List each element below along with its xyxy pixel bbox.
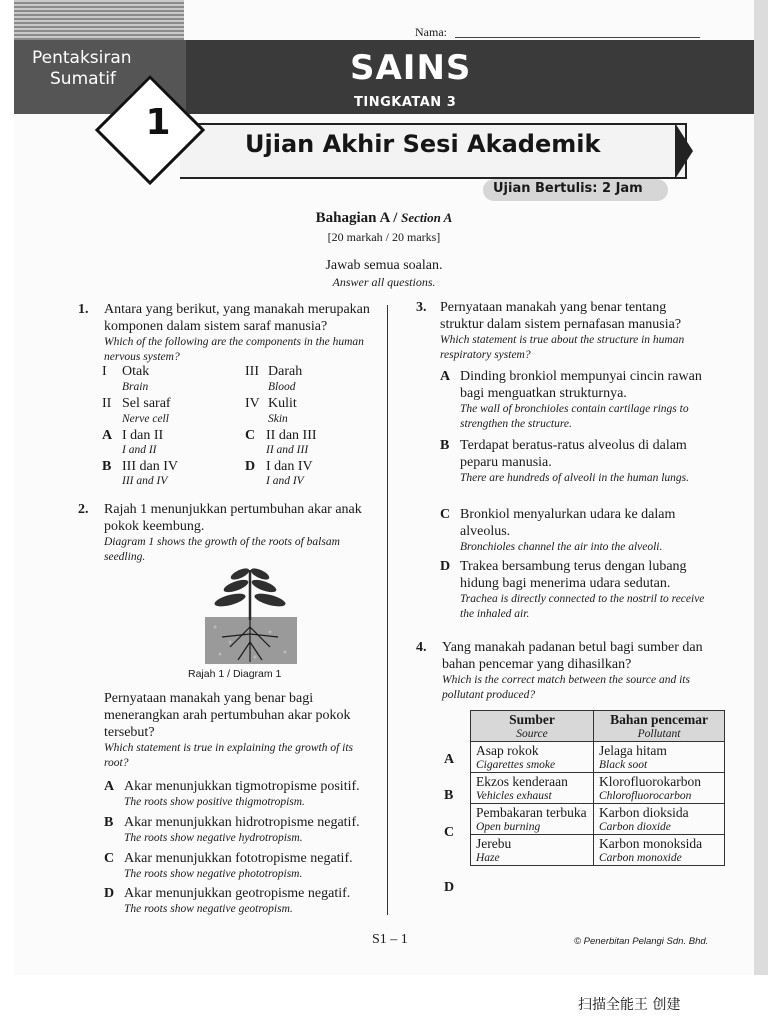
q4-row-letter: C xyxy=(444,825,455,840)
q2-question-ms: Pernyataan manakah yang benar bagi menerangkan arah pertumbuhan akar pokok tersebut? xyxy=(104,691,351,740)
header-pollutant-ms: Bahan pencemar xyxy=(610,712,708,727)
q1-item-ms: Kulit xyxy=(268,396,297,411)
pollutant-cell xyxy=(594,773,725,804)
subject-title: SAINS xyxy=(350,48,472,88)
table-row xyxy=(471,742,725,773)
q2-question-en: Which statement is true in explaining the growth of its root? xyxy=(104,742,354,769)
source-en: Cigarettes smoke xyxy=(476,759,556,771)
table-row xyxy=(471,835,725,866)
section-title-ms: Bahagian A xyxy=(315,210,390,226)
source-cell xyxy=(471,804,594,835)
pollutant-en: Chlorofluorocarbon xyxy=(599,790,692,802)
q4-row-letter: D xyxy=(444,880,455,895)
section-title-separator: / xyxy=(389,210,402,226)
q3-option xyxy=(460,506,714,555)
header-pollutant-en: Pollutant xyxy=(637,728,681,740)
seedling-roots-diagram xyxy=(200,562,300,666)
q1-option-en: II and III xyxy=(266,444,309,456)
q2-option-en: The roots show positive thigmotropism. xyxy=(124,796,305,808)
q2-option-ms: Akar menunjukkan geotropisme negatif. xyxy=(124,886,351,901)
pollutant-en: Black soot xyxy=(599,759,648,771)
exam-title: Ujian Akhir Sesi Akademik xyxy=(245,130,601,158)
pollutant-en: Carbon monoxide xyxy=(599,852,682,864)
title-bar-arrow xyxy=(675,123,693,179)
q3-option-ms: Dinding bronkiol mempunyai cincin rawan bagi menguatkan strukturnya. xyxy=(460,369,702,401)
q1-option-ms: II dan III xyxy=(266,428,317,443)
q2-option-letter: B xyxy=(104,815,114,830)
source-ms: Asap rokok xyxy=(476,743,539,758)
source-cell xyxy=(471,742,594,773)
q3-stem-en: Which statement is true about the structure in human respiratory system? xyxy=(440,334,685,361)
soil xyxy=(205,617,297,664)
q1-option-letter: A xyxy=(102,428,113,443)
q3-option-ms: Trakea bersambung terus dengan lubang hidung bagi menerima udara sedutan. xyxy=(460,559,687,591)
page-number: S1 – 1 xyxy=(372,932,408,947)
pollutant-ms: Karbon monoksida xyxy=(599,836,703,851)
q1-option-letter: C xyxy=(245,428,256,443)
section-marks: [20 markah / 20 marks] xyxy=(327,230,441,244)
q1-item-num: II xyxy=(102,396,112,411)
table-header-cell xyxy=(471,711,594,742)
source-ms: Pembakaran terbuka xyxy=(476,805,587,820)
section-title xyxy=(0,210,768,227)
q4-stem-en: Which is the correct match between the source and its pollutant produced? xyxy=(442,674,690,701)
q3-option-letter: D xyxy=(440,559,451,574)
q2-option-letter: C xyxy=(104,851,115,866)
q2-question xyxy=(104,690,376,771)
table-row xyxy=(471,773,725,804)
header-source-en: Source xyxy=(516,728,548,740)
source-ms: Jerebu xyxy=(476,836,512,851)
q1-item-en: Skin xyxy=(268,413,288,425)
source-ms: Ekzos kenderaan xyxy=(476,774,568,789)
q1-item-en: Blood xyxy=(268,381,296,393)
q1-stem xyxy=(104,301,380,365)
assessment-type-line1: Pentaksiran xyxy=(32,48,132,68)
q2-stem-en: Diagram 1 shows the growth of the roots of balsam seedling. xyxy=(104,536,340,563)
q2-option-letter: A xyxy=(104,779,115,794)
name-label: Nama: xyxy=(415,25,447,39)
q4-row-letter: A xyxy=(444,752,455,767)
pollutant-ms: Jelaga hitam xyxy=(599,743,667,758)
pollutant-ms: Klorofluorokarbon xyxy=(599,774,701,789)
q1-number: 1. xyxy=(78,302,89,317)
source-cell xyxy=(471,773,594,804)
q4-number: 4. xyxy=(416,640,427,655)
pollutant-ms: Karbon dioksida xyxy=(599,805,689,820)
q2-option-en: The roots show negative geotropism. xyxy=(124,903,293,915)
q3-number: 3. xyxy=(416,300,427,315)
q1-option-en: III and IV xyxy=(122,475,168,487)
q2-option-ms: Akar menunjukkan hidrotropisme negatif. xyxy=(124,815,360,830)
q1-item-ms: Otak xyxy=(122,364,150,379)
q2-option-ms: Akar menunjukkan fototropisme negatif. xyxy=(124,851,353,866)
q3-option-en: The wall of bronchioles contain cartilage rings to strengthen the structure. xyxy=(460,403,689,430)
q3-stem-ms: Pernyataan manakah yang benar tentang struktur dalam sistem pernafasan manusia? xyxy=(440,300,682,332)
q2-option-letter: D xyxy=(104,886,115,901)
q2-option-ms: Akar menunjukkan tigmotropisme positif. xyxy=(124,779,360,794)
pollutant-table xyxy=(470,710,725,866)
q1-item-en: Nerve cell xyxy=(122,413,169,425)
table-row xyxy=(471,804,725,835)
q1-item-num: I xyxy=(102,364,107,379)
q3-option-ms: Bronkiol menyalurkan udara ke dalam alveolus. xyxy=(460,507,676,539)
source-en: Open burning xyxy=(476,821,541,833)
q2-option-en: The roots show negative phototropism. xyxy=(124,868,303,880)
source-en: Haze xyxy=(476,852,500,864)
q2-stem xyxy=(104,501,376,565)
q1-item-en: Brain xyxy=(122,381,149,393)
pollutant-cell xyxy=(594,742,725,773)
q1-item-num: III xyxy=(245,364,259,379)
copyright: © Penerbitan Pelangi Sdn. Bhd. xyxy=(574,936,709,947)
q3-option xyxy=(460,437,714,486)
q1-item-num: IV xyxy=(245,396,260,411)
q1-stem-ms: Antara yang berikut, yang manakah merupakan komponen dalam sistem saraf manusia? xyxy=(104,302,370,334)
section-title-en: Section A xyxy=(401,210,453,225)
q1-option-letter: D xyxy=(245,459,256,474)
header-source-ms: Sumber xyxy=(509,712,555,727)
q1-option-letter: B xyxy=(102,459,112,474)
q3-option-en: There are hundreds of alveoli in the human lungs. xyxy=(460,472,690,484)
instruction: Jawab semua soalan. xyxy=(325,258,443,273)
column-divider xyxy=(387,305,388,915)
source-en: Vehicles exhaust xyxy=(476,790,552,802)
q3-option-letter: B xyxy=(440,438,450,453)
q3-option-ms: Terdapat beratus-ratus alveolus di dalam peparu manusia. xyxy=(460,438,687,470)
instruction-en: Answer all questions. xyxy=(332,275,436,289)
q2-number: 2. xyxy=(78,502,89,517)
q2-stem-ms: Rajah 1 menunjukkan pertumbuhan akar anak pokok keembung. xyxy=(104,502,362,534)
q3-option-letter: C xyxy=(440,507,451,522)
q3-option-en: Bronchioles channel the air into the alveoli. xyxy=(460,541,663,553)
q1-option-en: I and IV xyxy=(266,475,304,487)
scanner-watermark: 扫描全能王 创建 xyxy=(578,997,681,1013)
q1-option-ms: III dan IV xyxy=(122,459,178,474)
q1-option-ms: I dan IV xyxy=(266,459,313,474)
page-edge-shadow xyxy=(754,0,768,975)
q3-option-en: Trachea is directly connected to the nostril to receive the inhaled air. xyxy=(460,593,705,620)
q3-option xyxy=(460,368,714,432)
form-level: TINGKATAN 3 xyxy=(354,95,457,110)
q3-option xyxy=(460,558,714,622)
q3-option-letter: A xyxy=(440,369,451,384)
q1-item-ms: Sel saraf xyxy=(122,396,171,411)
pollutant-en: Carbon dioxide xyxy=(599,821,671,833)
q2-option-en: The roots show negative hydrotropism. xyxy=(124,832,303,844)
q1-option-en: I and II xyxy=(122,444,157,456)
header-stripe-pattern xyxy=(14,0,184,40)
table-header-cell xyxy=(594,711,725,742)
assessment-type xyxy=(32,48,132,90)
source-cell xyxy=(471,835,594,866)
assessment-type-line2: Sumatif xyxy=(50,69,116,89)
q4-stem xyxy=(442,639,714,703)
table-header-row xyxy=(471,711,725,742)
test-number: 1 xyxy=(145,102,171,143)
diagram-caption: Rajah 1 / Diagram 1 xyxy=(188,668,282,680)
name-blank-line xyxy=(455,37,700,38)
q3-stem xyxy=(440,299,712,363)
pollutant-cell xyxy=(594,835,725,866)
pollutant-cell xyxy=(594,804,725,835)
q4-row-letter: B xyxy=(444,788,454,803)
q4-stem-ms: Yang manakah padanan betul bagi sumber dan bahan pencemar yang dihasilkan? xyxy=(442,640,703,672)
q1-option-ms: I dan II xyxy=(122,428,164,443)
q1-item-ms: Darah xyxy=(268,364,303,379)
duration-label: Ujian Bertulis: 2 Jam xyxy=(493,181,643,196)
q1-stem-en: Which of the following are the components in the human nervous system? xyxy=(104,336,364,363)
